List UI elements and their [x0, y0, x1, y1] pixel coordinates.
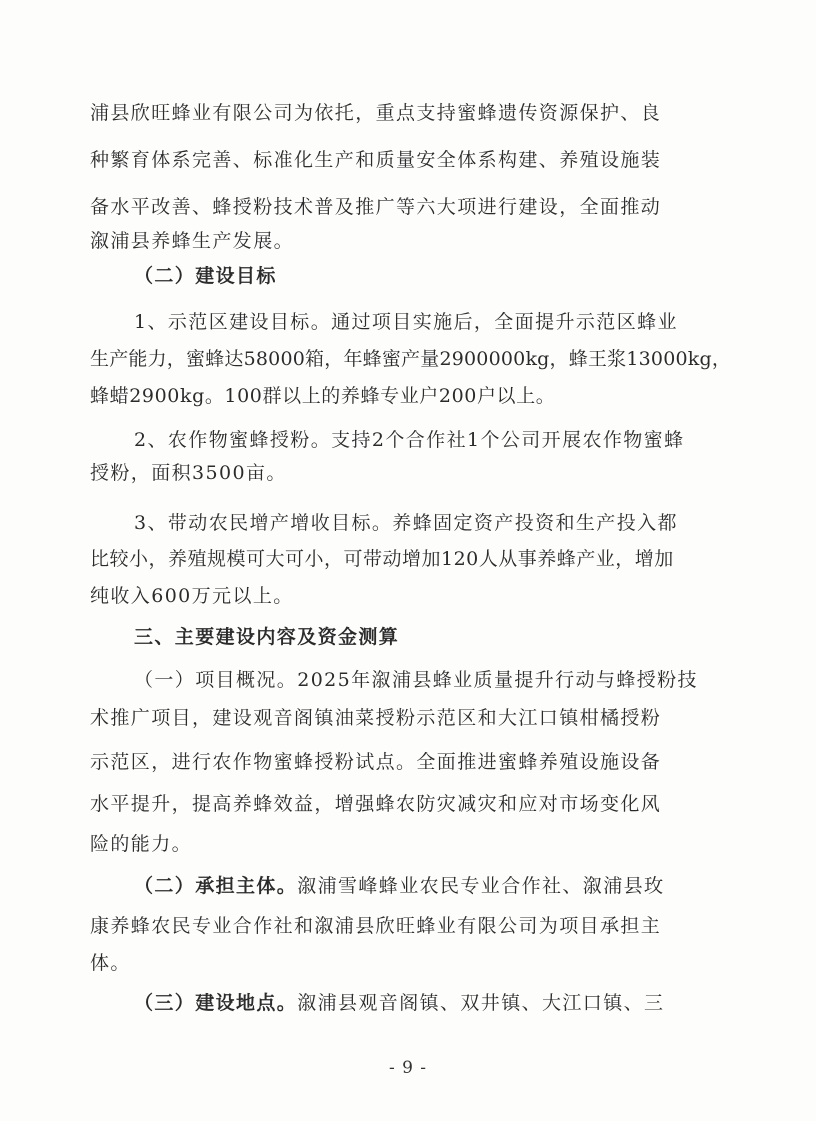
page-number: - 9 - [388, 1058, 428, 1078]
paragraph-text: 溆浦雪峰蜂业农民专业合作社、溆浦县玫 [297, 875, 665, 897]
subheading-responsible-party: （二）承担主体。 [134, 875, 298, 897]
paragraph-line: 术推广项目，建设观音阁镇油菜授粉示范区和大江口镇柑橘授粉 [90, 707, 662, 729]
paragraph-line: 体。 [90, 952, 131, 974]
paragraph-line-location [134, 990, 774, 1016]
paragraph-line: 比较小，养殖规模可大可小，可带动增加120人从事养蜂产业，增加 [90, 548, 674, 570]
paragraph-line: 溆浦县养蜂生产发展。 [90, 230, 295, 252]
paragraph-line: 康养蜂农民专业合作社和溆浦县欣旺蜂业有限公司为项目承担主 [90, 915, 662, 937]
section-heading-main-content: 三、主要建设内容及资金测算 [134, 626, 400, 648]
paragraph-line: 浦县欣旺蜂业有限公司为依托，重点支持蜜蜂遗传资源保护、良 [90, 102, 662, 124]
paragraph-line: 3、带动农民增产增收目标。养蜂固定资产投资和生产投入都 [134, 512, 678, 534]
paragraph-line: 蜂蜡2900kg。100群以上的养蜂专业户200户以上。 [90, 385, 556, 407]
paragraph-line: 2、农作物蜜蜂授粉。支持2个合作社1个公司开展农作物蜜蜂 [134, 429, 685, 451]
paragraph-line: 备水平改善、蜂授粉技术普及推广等六大项进行建设，全面推动 [90, 196, 662, 218]
section-heading-goals: （二）建设目标 [134, 265, 277, 287]
paragraph-line-responsible [134, 873, 774, 899]
paragraph-line: 授粉，面积3500亩。 [90, 462, 287, 484]
paragraph-line: 水平提升，提高养蜂效益，增强蜂农防灾减灾和应对市场变化风 [90, 793, 662, 815]
paragraph-line: 示范区，进行农作物蜜蜂授粉试点。全面推进蜜蜂养殖设施设备 [90, 751, 662, 773]
paragraph-text: 溆浦县观音阁镇、双井镇、大江口镇、三 [297, 992, 665, 1014]
paragraph-line: 种繁育体系完善、标准化生产和质量安全体系构建、养殖设施装 [90, 149, 662, 171]
paragraph-line: 生产能力，蜜蜂达58000箱，年蜂蜜产量2900000kg，蜂王浆13000kg， [90, 348, 732, 370]
subheading-location: （三）建设地点。 [134, 992, 298, 1014]
paragraph-line: 1、示范区建设目标。通过项目实施后，全面提升示范区蜂业 [134, 311, 678, 333]
paragraph-line: 险的能力。 [90, 833, 193, 855]
paragraph-line: （一）项目概况。2025年溆浦县蜂业质量提升行动与蜂授粉技 [134, 669, 698, 691]
paragraph-line: 纯收入600万元以上。 [90, 585, 294, 607]
